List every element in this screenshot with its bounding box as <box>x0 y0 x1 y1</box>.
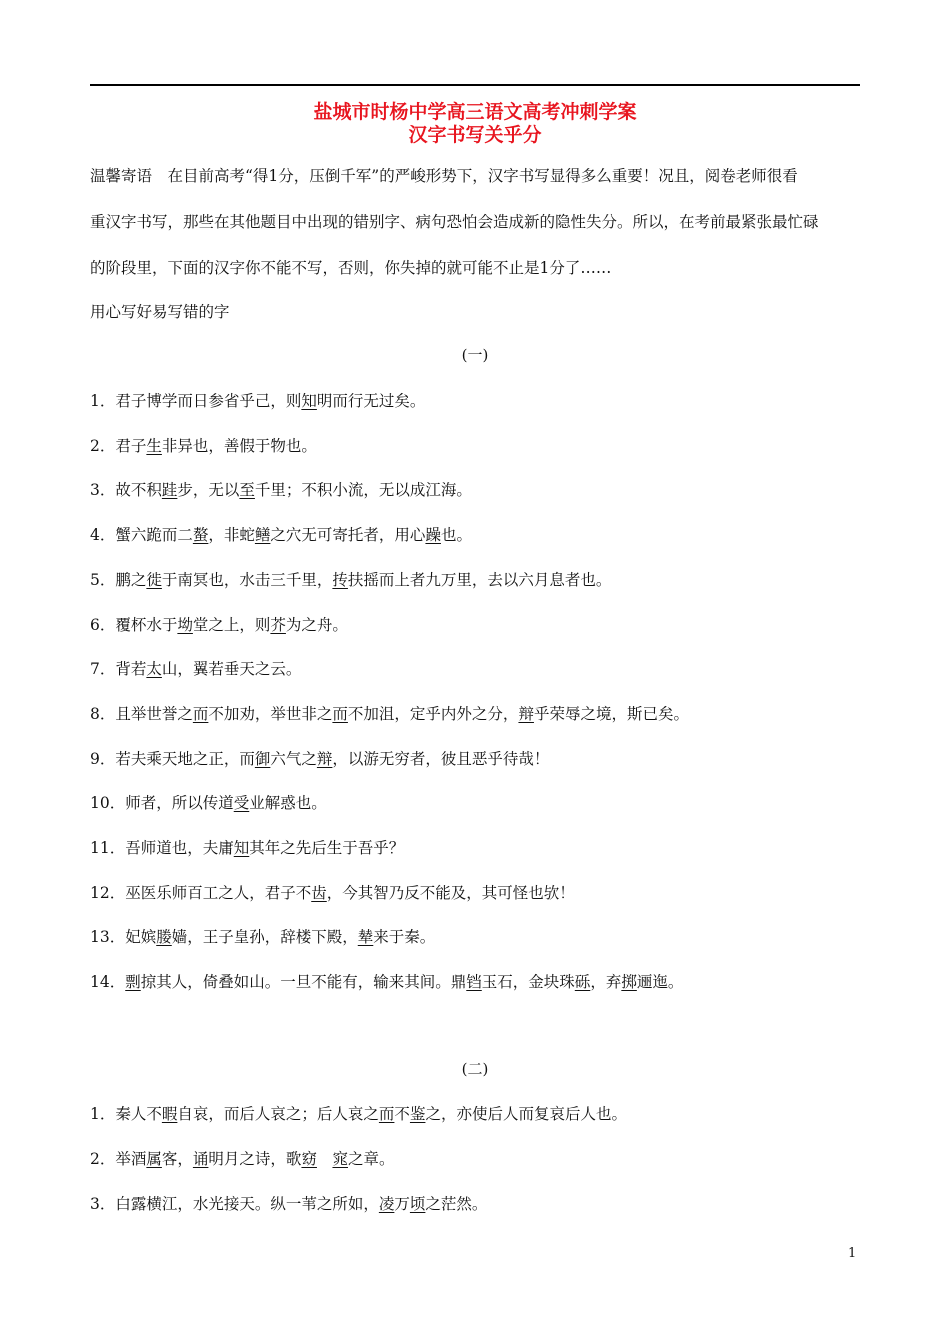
underlined-character: 至 <box>239 481 255 500</box>
item-text: 山，翼若垂天之云。 <box>161 660 302 679</box>
underlined-character: 诵 <box>192 1150 209 1168</box>
list-item <box>90 748 860 770</box>
underlined-character: 知 <box>233 839 250 857</box>
item-text: 其年之先后生于吾乎？ <box>249 839 405 857</box>
underlined-character: 砾 <box>574 973 591 992</box>
item-text: 之，亦使后人而复哀后人也。 <box>425 1105 627 1123</box>
item-text: 不加沮，定乎内外之分， <box>347 704 519 723</box>
item-text: 10．师者，所以传道 <box>90 794 234 813</box>
list-item <box>90 703 860 725</box>
underlined-character: 徙 <box>146 570 162 589</box>
item-text: 非异也，善假于物也。 <box>161 436 317 455</box>
page-number: 1 <box>848 1246 857 1261</box>
item-text: 也。 <box>440 526 472 545</box>
item-text: 1．秦人不 <box>90 1105 162 1123</box>
item-text: 3．白露横江，水光接天。纵一苇之所如， <box>90 1195 379 1213</box>
underlined-character: 御 <box>254 749 271 768</box>
section-subheading: 用心写好易写错的字 <box>90 303 230 321</box>
underlined-character: 窈 <box>301 1150 317 1168</box>
item-text: 不加劝，举世非之 <box>208 704 333 723</box>
item-text: 5．鹏之 <box>90 570 147 589</box>
item-text: 4．蟹六跪而二 <box>90 526 193 545</box>
item-text: 1．君子博学而日参省乎己，则 <box>90 392 302 410</box>
header-rule <box>90 84 860 86</box>
underlined-character: 芥 <box>270 615 286 634</box>
underlined-character: 辩 <box>316 749 333 768</box>
item-text: 7．背若 <box>90 660 147 679</box>
section-1-heading: (一) <box>461 346 489 364</box>
section-2-heading: (二) <box>461 1060 489 1078</box>
underlined-character: 顷 <box>409 1195 426 1213</box>
underlined-character: 而 <box>378 1105 395 1123</box>
underlined-character: 凌 <box>378 1195 395 1213</box>
underlined-character: 辇 <box>357 928 374 947</box>
item-text: 步，无以 <box>177 481 240 500</box>
underlined-character: 鳝 <box>254 526 271 545</box>
underlined-character: 辩 <box>518 704 534 723</box>
item-text: 之章。 <box>347 1150 395 1168</box>
list-item <box>90 1193 860 1215</box>
intro-line-3: 的阶段里，下面的汉字你不能不写，否则，你失掉的就可能不止是1分了…… <box>90 259 612 277</box>
item-text: ，今其智乃反不能及，其可怪也欤！ <box>326 883 575 902</box>
item-text: 9．若夫乘天地之正，而 <box>90 749 255 768</box>
item-text: 3．故不积 <box>90 481 162 500</box>
document-title: 盐城市时杨中学高三语文高考冲刺学案 <box>313 101 637 123</box>
intro-line-1: 温馨寄语 在目前高考“得1分，压倒千军”的严峻形势下，汉字书写显得多么重要！况且，阅卷老师很看 <box>90 167 798 185</box>
list-item <box>90 926 860 948</box>
underlined-character: 窕 <box>332 1150 348 1168</box>
item-text: 12．巫医乐师百工之人，君子不 <box>90 883 312 902</box>
list-item <box>90 792 860 814</box>
underlined-character: 而 <box>192 704 209 723</box>
underlined-character: 抟 <box>332 570 348 589</box>
item-text: 6．覆杯水于 <box>90 615 178 634</box>
item-text: 来于秦。 <box>373 928 436 947</box>
underlined-character: 剽 <box>125 973 141 992</box>
list-item <box>90 882 860 904</box>
item-text: 8．且举世誉之 <box>90 704 193 723</box>
underlined-character: 受 <box>233 794 250 813</box>
item-text: 扶摇而上者九万里，去以六月息者也。 <box>347 570 612 589</box>
item-text: 之穴无可寄托者，用心 <box>270 526 426 545</box>
item-text: 逦迤。 <box>636 973 684 992</box>
list-item <box>90 614 860 636</box>
list-item <box>90 390 860 412</box>
item-text: ，非蛇 <box>208 526 255 545</box>
item-text: 不 <box>394 1105 410 1123</box>
underlined-character: 跬 <box>161 481 178 500</box>
item-text: 六气之 <box>270 749 317 768</box>
item-text: 万 <box>394 1195 410 1213</box>
underlined-character: 知 <box>301 392 317 410</box>
list-item <box>90 435 860 457</box>
list-item <box>90 1103 860 1125</box>
underlined-character: 而 <box>332 704 348 723</box>
list-item <box>90 1148 860 1170</box>
item-text: 2．君子 <box>90 436 147 455</box>
item-text: 乎荣辱之境，斯已矣。 <box>533 704 689 723</box>
underlined-character: 暇 <box>161 1105 178 1123</box>
item-text: ，以游无穷者，彼且恶乎待哉！ <box>332 749 550 768</box>
item-text: 客， <box>161 1150 193 1168</box>
item-text: 2．举酒 <box>90 1150 147 1168</box>
list-item <box>90 837 860 859</box>
item-text: 堂之上，则 <box>192 615 271 634</box>
underlined-character: 躁 <box>425 526 441 545</box>
underlined-character: 掷 <box>621 973 637 992</box>
list-item <box>90 479 860 501</box>
underlined-character: 螯 <box>192 526 209 545</box>
item-text: 为之舟。 <box>285 615 348 634</box>
item-text: 明月之诗，歌 <box>208 1150 302 1168</box>
item-text: 之茫然。 <box>425 1195 488 1213</box>
item-text: 嫱，王子皇孙，辞楼下殿， <box>171 928 358 947</box>
underlined-character: 媵 <box>156 928 172 947</box>
list-item <box>90 971 860 993</box>
underlined-character: 属 <box>146 1150 162 1168</box>
item-text: ，弃 <box>590 973 622 992</box>
underlined-character: 齿 <box>311 883 327 902</box>
underlined-character: 太 <box>146 660 162 679</box>
item-text: 11．吾师道也，夫庸 <box>90 839 234 857</box>
item-text: 千里；不积小流，无以成江海。 <box>254 481 472 500</box>
intro-line-2: 重汉字书写，那些在其他题目中出现的错别字、病句恐怕会造成新的隐性失分。所以，在考前最紧张最忙碌 <box>90 213 819 231</box>
underlined-character: 铛 <box>466 973 482 992</box>
underlined-character: 生 <box>146 436 162 455</box>
item-text: 自哀，而后人哀之；后人哀之 <box>177 1105 379 1123</box>
document-subtitle: 汉字书写关乎分 <box>408 124 542 146</box>
list-item <box>90 569 860 591</box>
item-text: 业解惑也。 <box>249 794 327 813</box>
underlined-character: 坳 <box>177 615 193 634</box>
item-text: 于南冥也，水击三千里， <box>161 570 333 589</box>
item-text: 明而行无过矣。 <box>316 392 426 410</box>
item-text: 玉石，金块珠 <box>481 973 575 992</box>
list-item <box>90 658 860 680</box>
underlined-character: 鉴 <box>409 1105 426 1123</box>
item-text: 13．妃嫔 <box>90 928 157 947</box>
item-text: 掠其人，倚叠如山。一旦不能有，输来其间。鼎 <box>140 973 467 992</box>
item-text <box>317 1150 333 1168</box>
item-text: 14． <box>90 973 126 992</box>
list-item <box>90 524 860 546</box>
